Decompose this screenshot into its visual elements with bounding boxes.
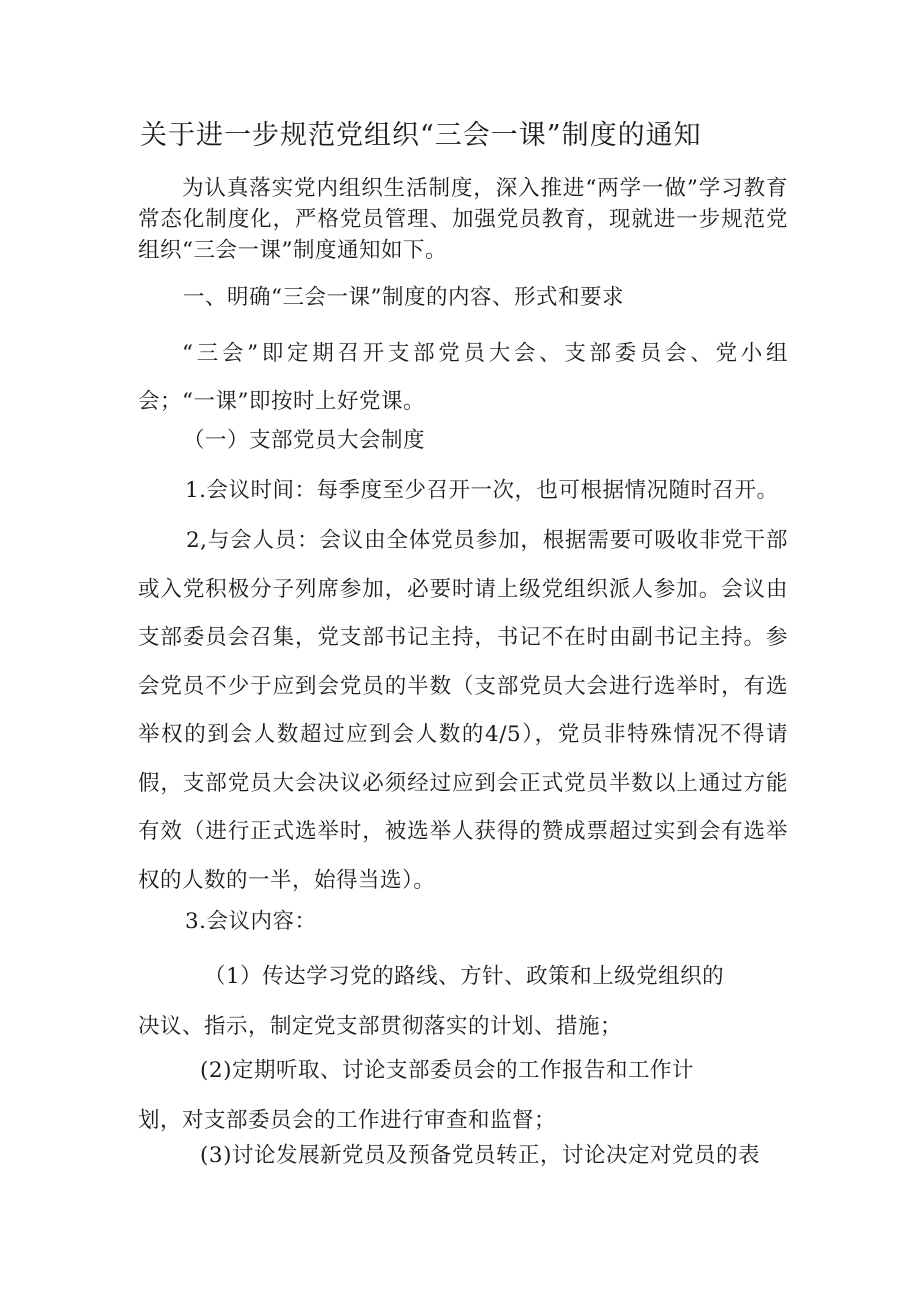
content-point-2 [138, 1046, 788, 1146]
item-meeting-time: 1.会议时间：每季度至少召开一次，也可根据情况随时召开。 [185, 478, 779, 503]
content-point-1 [138, 952, 788, 1052]
intro-paragraph: 为认真落实党内组织生活制度，深入推进“两学一做”学习教育常态化制度化，严格党员管理、加强党员教育，现就进一步规范党组织“三会一课”制度通知如下。 [138, 176, 788, 263]
item-attendees: 2,与会人员：会议由全体党员参加，根据需要可吸收非党干部或入党积极分子列席参加，必要时请上级党组织派人参加。会议由支部委员会召集，党支部书记主持，书记不在时由副书记主持。参会党员不少于应到会党员的半数（支部党员大会进行选举时，有选举权的到会人数超过应到会人数的4/5），党员非特殊情况不得请假，支部党员大会决议必须经过应到会正式党员半数以上通过方能有效（进行正式选举时，被选举人获得的赞成票超过实到会有选举权的人数的一半，始得当选）。 [138, 528, 788, 893]
item-meeting-content: 3.会议内容： [185, 909, 317, 934]
subsection-heading-party-congress: （一）支部党员大会制度 [183, 428, 426, 453]
section-heading-1: 一、明确“三会一课”制度的内容、形式和要求 [183, 285, 624, 310]
content-point-1-line-2: 决议、指示，制定党支部贯彻落实的计划、措施； [138, 1014, 623, 1039]
three-meetings-definition: “三会”即定期召开支部党员大会、支部委员会、党小组会；“一课”即按时上好党课。 [138, 341, 788, 414]
document-title: 关于进一步规范党组织“三会一课”制度的通知 [140, 120, 702, 151]
content-point-3: (3)讨论发展新党员及预备党员转正，讨论决定对党员的表 [200, 1143, 760, 1168]
content-point-2-line-2: 划，对支部委员会的工作进行审查和监督； [138, 1108, 557, 1133]
content-point-1-line-1: （1）传达学习党的路线、方针、政策和上级党组织的 [204, 964, 725, 989]
content-point-2-line-1: (2)定期听取、讨论支部委员会的工作报告和工作计 [200, 1058, 694, 1083]
